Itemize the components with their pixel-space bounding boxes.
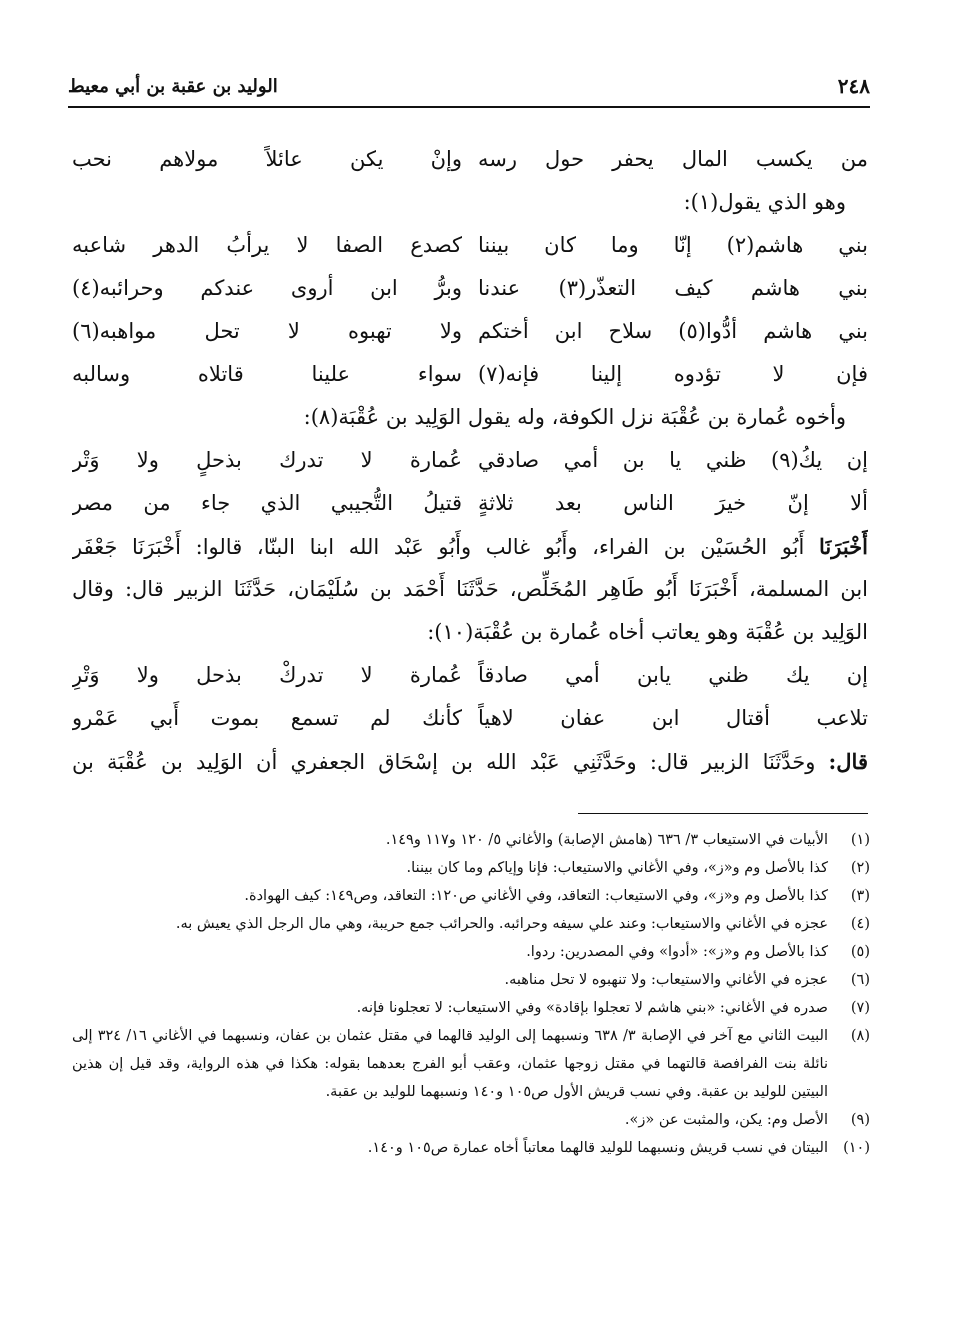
footnotes (72, 826, 870, 1162)
verse-second-hemistich: كصدع الصفا لا يرأبُ الدهر شاعبه (72, 233, 463, 257)
verse-second-hemistich: كأنك لم تسمع بموت أَبي عَمْرو (72, 706, 463, 730)
page-number: ٢٤٨ (837, 74, 870, 98)
footnote (72, 938, 870, 966)
verse-first-hemistich: بني هاشم(٢) إنّا وما كان بيننا (477, 233, 868, 257)
footnote-text: عجزه في الأغاني والاستيعاب: وعند علي سيفه وحرائبه. والحرائب جمع حريبة، وهي مال الرجل الذي يعيش به. (175, 916, 828, 932)
footnote-text: البيت الثاني مع آخر في الإصابة ٣/ ٦٣٨ ونسبهما إلى الوليد قالهما في مقتل عثمان بن عفان، ونسبهما في الأغاني ١٦/ ٣٢٤ إلى نائلة بنت الفرافصة قالتهما في مقتل زوجها عثمان، وعقب أبو الفرج بعدهما بقوله: هكذا في هذه الرواية، وقد قيل إن هذين البيتين للوليد بن عقبة. وفي نسب قريش الأول ص١٠٥ و١٤٠ ونسبهما للوليد بن عقبة. (72, 1028, 828, 1100)
footnote (72, 910, 870, 938)
page-header (68, 66, 870, 108)
isnad-line: الوَلِيد بن عُقْبَة وهو يعاتب أخاه عُمارة بن عُقْبَة(١٠): (427, 620, 868, 644)
closing-line (72, 740, 868, 783)
footnote-number: (٦) (850, 972, 870, 988)
footnote (72, 1134, 870, 1162)
footnote-number: (٨) (850, 1028, 870, 1044)
verse-first-hemistich: فإن لا تؤدوه إلينا فإنه(٧) (477, 362, 868, 386)
verse-second-hemistich: سواء علينا قاتلاه وسالبه (72, 362, 463, 386)
intro-line: وهو الذي يقول(١): (683, 190, 846, 214)
verse-first-hemistich: بني هاشم أدُّوا(٥) سلاح ابن أختكم (477, 319, 868, 343)
footnote-text: البيتان في نسب قريش ونسبهما للوليد قالهما معاتباً أخاه عمارة ص١٠٥ و١٤٠. (367, 1140, 828, 1156)
footnote-number: (٣) (850, 888, 870, 904)
verse-first-hemistich: من يكسب المال يحفر حول رسه (477, 147, 868, 171)
verse-line (72, 654, 868, 697)
isnad-line: ابن المسلمة، أَخْبَرَنَا أَبُو طَاهِر المُخَلِّص، حَدَّثَنَا أَحْمَد بن سُلَيْمَان، حَدَّثَنَا الزبير قال: وقال (72, 577, 868, 601)
footnote (72, 1022, 870, 1106)
isnad-line (72, 525, 868, 568)
verse-line (72, 353, 868, 396)
verse-second-hemistich: عُمارة لا تدركْ بذحل ولا وَتْرِ (72, 663, 463, 687)
footnote-number: (٩) (850, 1112, 870, 1128)
footnote (72, 966, 870, 994)
footnote-text: الأصل وم: يكن، والمثبت عن «ز». (624, 1112, 828, 1128)
closing-text: وحَدَّثَنَا الزبير قال: وحَدَّثَنِي عَبْد الله بن إسْحَاق الجعفري أن الوَلِيد بن عُقْبَة بن (72, 750, 816, 774)
isnad-text: أَبُو الحُسَيْن بن الفراء، وأَبُو غالب وأَبُو عَبْد الله ابنا البنّا، قالوا: أَخْبَرَنَا جَعْفَر (72, 535, 805, 559)
footnote-number: (٢) (850, 860, 870, 876)
verse-line (72, 267, 868, 310)
closing-lead: قال: (828, 749, 868, 774)
footnote-number: (١) (850, 832, 870, 848)
footnote-text: الأبيات في الاستيعاب ٣/ ٦٣٦ (هامش الإصابة) والأغاني ٥/ ١٢٠ و١١٧ و١٤٩. (385, 832, 828, 848)
verse-first-hemistich: إن يكُ(٩) ظني يا بن أمي صادقي (477, 448, 868, 472)
verse-line (72, 310, 868, 353)
verse-second-hemistich: قتيلُ التُّجيبي الذي جاء من مصر (72, 491, 463, 515)
footnote (72, 882, 870, 910)
footnote-text: عجزه في الأغاني والاستيعاب: ولا تنهبوه لا تحل مناهبه. (504, 972, 828, 988)
verse-second-hemistich: ولا تهبوه لا تحل مواهبه(٦) (72, 319, 463, 343)
verse-line (72, 697, 868, 740)
verse-first-hemistich: إن يك ظني يابن أمي صادقاً (477, 663, 868, 687)
verse-first-hemistich: تلاعب أقتال ابن عفان لاهياً (477, 706, 868, 730)
main-text (72, 138, 868, 783)
verse-line (72, 224, 868, 267)
footnote-divider (578, 813, 868, 814)
verse-second-hemistich: وإنْ يكن عائلاً مولاهم نحب (72, 147, 463, 171)
footnote-number: (١٠) (843, 1140, 870, 1156)
verse-second-hemistich: عُمارة لا تدرك بذحلٍ ولا وَتْر (72, 448, 463, 472)
footnote-number: (٧) (850, 1000, 870, 1016)
footnote-text: كذا بالأصل وم و«ز»، وفي الاستيعاب: التعاقد، وفي الأغاني ص١٢٠: التعاقد، وص١٤٩: كيف الهوادة. (244, 888, 828, 904)
running-title: الوليد بن عقبة بن أبي معيط (68, 75, 278, 97)
footnote (72, 854, 870, 882)
verse-line (72, 439, 868, 482)
footnote-text: صدره في الأغاني: «بني هاشم لا تعجلوا بإقادة» وفي الاستيعاب: لا تعجلونا فإنه. (356, 1000, 828, 1016)
footnote-number: (٥) (850, 944, 870, 960)
verse-second-hemistich: وبرُّ ابن أروى عندكم وحرائبه(٤) (72, 276, 463, 300)
intro-line: وأخوه عُمارة بن عُقْبَة نزل الكوفة، وله يقول الوَلِيد بن عُقْبَة(٨): (303, 405, 846, 429)
isnad-lead: أَخْبَرَنَا (819, 534, 868, 559)
verse-first-hemistich: بني هاشم كيف التعذّر(٣) عندنا (477, 276, 868, 300)
verse-first-hemistich: ألا إنّ خيرَ الناس بعد ثلاثةٍ (477, 491, 868, 515)
footnote-number: (٤) (850, 916, 870, 932)
footnote-text: كذا بالأصل وم و«ز»: «أدوا» وفي المصدرين: ردوا. (526, 944, 828, 960)
footnote-text: كذا بالأصل وم و«ز»، وفي الأغاني والاستيعاب: فإنا وإياكم وما كان بيننا. (406, 860, 828, 876)
verse-line (72, 482, 868, 525)
verse-line (72, 138, 868, 181)
footnote (72, 1106, 870, 1134)
footnote (72, 994, 870, 1022)
footnote (72, 826, 870, 854)
